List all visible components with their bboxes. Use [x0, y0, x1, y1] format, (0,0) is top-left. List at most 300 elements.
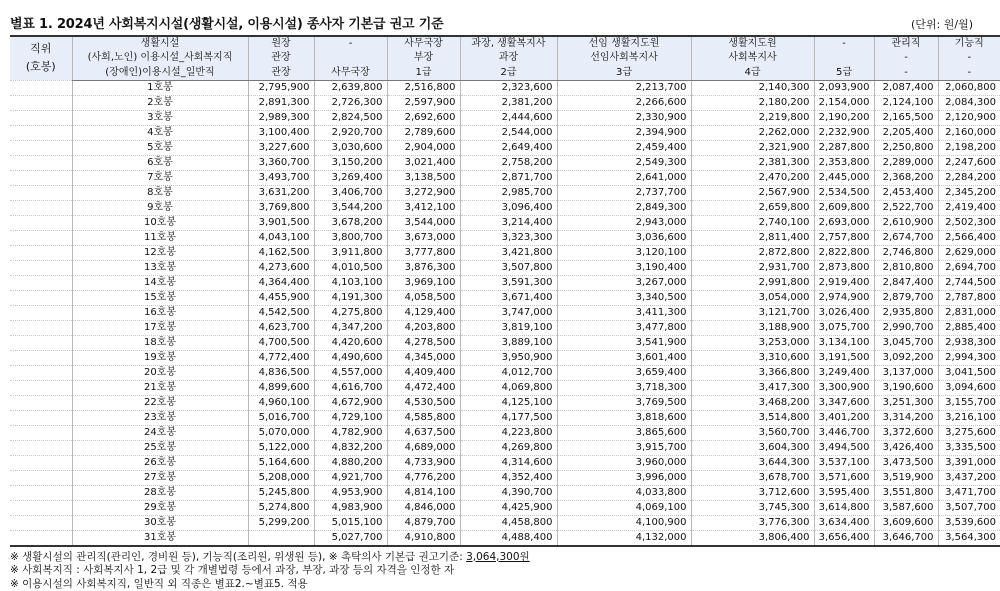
- salary-cell: 5,027,700: [314, 530, 387, 546]
- salary-cell: 4,921,700: [314, 470, 387, 485]
- salary-cell: 3,564,300: [938, 530, 1000, 546]
- salary-cell: 2,154,000: [814, 95, 874, 110]
- salary-cell: 2,165,500: [874, 110, 938, 125]
- salary-cell: 3,712,600: [691, 485, 814, 500]
- header-row-1: [10, 36, 1000, 51]
- salary-cell: 2,444,600: [460, 110, 557, 125]
- salary-cell: 4,542,500: [248, 305, 314, 320]
- salary-cell: 4,345,000: [387, 350, 460, 365]
- step-cell: 23호봉: [72, 410, 248, 425]
- salary-cell: 3,190,400: [557, 260, 691, 275]
- salary-cell: 3,539,600: [938, 515, 1000, 530]
- footnote-1-text: ※ 생활시설의 관리직(관리인, 경비원 등), 기능직(조리원, 위생원 등), ※ 촉탁의사 기본급 권고기준:: [10, 550, 467, 563]
- step-cell: 4호봉: [72, 125, 248, 140]
- footnote-1-amount: 3,064,300원: [466, 550, 530, 563]
- salary-cell: 4,069,800: [460, 380, 557, 395]
- col-header-3-3: 1급: [387, 66, 460, 81]
- row-spacer-cell: [10, 230, 72, 245]
- footnotes: [10, 551, 975, 591]
- table-row: [10, 125, 1000, 140]
- salary-cell: 2,674,700: [874, 230, 938, 245]
- salary-cell: 3,776,300: [691, 515, 814, 530]
- salary-cell: 2,641,000: [557, 170, 691, 185]
- salary-cell: 3,537,100: [814, 455, 874, 470]
- table-row: [10, 140, 1000, 155]
- row-spacer-cell: [10, 155, 72, 170]
- salary-cell: 3,747,000: [460, 305, 557, 320]
- salary-cell: 4,425,900: [460, 500, 557, 515]
- salary-cell: 3,514,800: [691, 410, 814, 425]
- row-spacer-cell: [10, 395, 72, 410]
- salary-cell: 2,974,900: [814, 290, 874, 305]
- col-header-5-3: 3급: [557, 66, 691, 81]
- salary-cell: 4,347,200: [314, 320, 387, 335]
- salary-cell: 3,818,600: [557, 410, 691, 425]
- step-cell: 15호봉: [72, 290, 248, 305]
- salary-cell: 3,601,400: [557, 350, 691, 365]
- step-cell: 21호봉: [72, 380, 248, 395]
- salary-cell: 4,953,900: [314, 485, 387, 500]
- salary-cell: 3,426,400: [874, 440, 938, 455]
- salary-cell: 3,595,400: [814, 485, 874, 500]
- salary-cell: 4,910,800: [387, 530, 460, 546]
- step-cell: 22호봉: [72, 395, 248, 410]
- salary-cell: 4,836,500: [248, 365, 314, 380]
- salary-cell: 4,983,900: [314, 500, 387, 515]
- step-cell: 19호봉: [72, 350, 248, 365]
- row-spacer-cell: [10, 215, 72, 230]
- footnote-3: ※ 이용시설의 사회복지직, 일반직 외 직종은 별표2.~별표5. 적용: [10, 577, 308, 590]
- salary-cell: 2,368,200: [874, 170, 938, 185]
- document-title: 별표 1. 2024년 사회복지시설(생활시설, 이용시설) 종사자 기본급 권고 기준: [10, 17, 444, 32]
- salary-cell: 4,278,500: [387, 335, 460, 350]
- salary-cell: 3,591,300: [460, 275, 557, 290]
- row-spacer-cell: [10, 95, 72, 110]
- salary-cell: 2,345,200: [938, 185, 1000, 200]
- salary-cell: 3,026,400: [814, 305, 874, 320]
- salary-cell: 3,477,800: [557, 320, 691, 335]
- step-cell: 9호봉: [72, 200, 248, 215]
- salary-cell: 4,458,800: [460, 515, 557, 530]
- col-header-4-2: 과장: [460, 51, 557, 66]
- salary-cell: 3,347,600: [814, 395, 874, 410]
- salary-cell: 3,614,800: [814, 500, 874, 515]
- salary-cell: 3,673,000: [387, 230, 460, 245]
- salary-cell: 3,155,700: [938, 395, 1000, 410]
- col-header-2-3: 사무국장: [314, 66, 387, 81]
- salary-cell: 3,819,100: [460, 320, 557, 335]
- col-header-1-2: 관장: [248, 51, 314, 66]
- row-spacer-cell: [10, 320, 72, 335]
- salary-cell: 3,745,300: [691, 500, 814, 515]
- step-cell: 13호봉: [72, 260, 248, 275]
- salary-cell: 4,043,100: [248, 230, 314, 245]
- title-row: [10, 8, 975, 32]
- salary-cell: 3,300,900: [814, 380, 874, 395]
- salary-cell: 5,299,200: [248, 515, 314, 530]
- salary-cell: 4,033,800: [557, 485, 691, 500]
- row-spacer-cell: [10, 275, 72, 290]
- row-spacer-cell: [10, 110, 72, 125]
- salary-cell: 4,390,700: [460, 485, 557, 500]
- salary-cell: 3,437,200: [938, 470, 1000, 485]
- step-cell: 1호봉: [72, 80, 248, 95]
- salary-cell: 2,445,000: [814, 170, 874, 185]
- salary-cell: 3,251,300: [874, 395, 938, 410]
- salary-cell: 4,879,700: [387, 515, 460, 530]
- salary-cell: 3,571,600: [814, 470, 874, 485]
- salary-cell: 3,876,300: [387, 260, 460, 275]
- salary-cell: 4,069,100: [557, 500, 691, 515]
- salary-cell: 2,250,800: [874, 140, 938, 155]
- salary-cell: 4,490,600: [314, 350, 387, 365]
- salary-cell: 3,678,700: [691, 470, 814, 485]
- salary-cell: 4,557,000: [314, 365, 387, 380]
- step-cell: 10호봉: [72, 215, 248, 230]
- salary-cell: 3,493,700: [248, 170, 314, 185]
- salary-cell: 4,880,200: [314, 455, 387, 470]
- salary-cell: 3,644,300: [691, 455, 814, 470]
- salary-cell: 3,121,700: [691, 305, 814, 320]
- salary-cell: 3,096,400: [460, 200, 557, 215]
- salary-cell: 3,646,700: [874, 530, 938, 546]
- salary-cell: 2,323,600: [460, 80, 557, 95]
- salary-cell: 2,330,900: [557, 110, 691, 125]
- col-header-4-1: 과장, 생활복지사: [460, 36, 557, 51]
- salary-cell: 2,822,800: [814, 245, 874, 260]
- salary-cell: 3,253,000: [691, 335, 814, 350]
- salary-cell: 4,223,800: [460, 425, 557, 440]
- col-header-9-1: 기능직: [938, 36, 1000, 51]
- salary-cell: 3,507,800: [460, 260, 557, 275]
- step-cell: 12호봉: [72, 245, 248, 260]
- salary-cell: 3,134,100: [814, 335, 874, 350]
- salary-cell: 3,656,400: [814, 530, 874, 546]
- salary-cell: 4,960,100: [248, 395, 314, 410]
- salary-cell: 2,694,700: [938, 260, 1000, 275]
- table-row: [10, 275, 1000, 290]
- salary-cell: 3,950,900: [460, 350, 557, 365]
- salary-cell: 2,219,800: [691, 110, 814, 125]
- salary-cell: 2,985,700: [460, 185, 557, 200]
- salary-cell: 3,544,200: [314, 200, 387, 215]
- salary-cell: 3,777,800: [387, 245, 460, 260]
- col-header-7-3: 5급: [814, 66, 874, 81]
- table-row: [10, 530, 1000, 546]
- salary-cell: 3,417,300: [691, 380, 814, 395]
- row-spacer-cell: [10, 500, 72, 515]
- salary-cell: 3,269,400: [314, 170, 387, 185]
- salary-cell: 3,969,100: [387, 275, 460, 290]
- row-spacer-cell: [10, 485, 72, 500]
- salary-cell: 3,769,500: [557, 395, 691, 410]
- table-row: [10, 305, 1000, 320]
- table-row: [10, 350, 1000, 365]
- salary-cell: 4,776,200: [387, 470, 460, 485]
- salary-cell: 2,470,200: [691, 170, 814, 185]
- step-cell: 26호봉: [72, 455, 248, 470]
- salary-cell: 4,420,600: [314, 335, 387, 350]
- salary-cell: 2,321,900: [691, 140, 814, 155]
- row-spacer-cell: [10, 80, 72, 95]
- salary-cell: 2,289,000: [874, 155, 938, 170]
- salary-cell: 4,100,900: [557, 515, 691, 530]
- salary-cell: 3,036,600: [557, 230, 691, 245]
- salary-cell: 3,021,400: [387, 155, 460, 170]
- salary-cell: 2,534,500: [814, 185, 874, 200]
- salary-cell: 2,872,800: [691, 245, 814, 260]
- col-header-9-3: -: [938, 66, 1000, 81]
- footnote-1: [10, 551, 975, 565]
- salary-cell: 4,729,100: [314, 410, 387, 425]
- salary-cell: 2,831,000: [938, 305, 1000, 320]
- salary-cell: 3,901,500: [248, 215, 314, 230]
- table-row: [10, 230, 1000, 245]
- salary-cell: 2,502,300: [938, 215, 1000, 230]
- salary-cell: 3,335,500: [938, 440, 1000, 455]
- salary-cell: 5,208,000: [248, 470, 314, 485]
- row-spacer-cell: [10, 200, 72, 215]
- salary-cell: 4,772,400: [248, 350, 314, 365]
- step-cell: 6호봉: [72, 155, 248, 170]
- salary-cell: 4,623,700: [248, 320, 314, 335]
- step-cell: 5호봉: [72, 140, 248, 155]
- salary-cell: 3,634,400: [814, 515, 874, 530]
- row-spacer-cell: [10, 455, 72, 470]
- salary-cell: 5,016,700: [248, 410, 314, 425]
- salary-cell: 2,871,700: [460, 170, 557, 185]
- salary-cell: 2,740,100: [691, 215, 814, 230]
- salary-cell: 2,597,900: [387, 95, 460, 110]
- salary-cell: 2,758,200: [460, 155, 557, 170]
- salary-cell: 4,530,500: [387, 395, 460, 410]
- salary-cell: 2,737,700: [557, 185, 691, 200]
- row-spacer-cell: [10, 410, 72, 425]
- salary-cell: 4,273,600: [248, 260, 314, 275]
- salary-cell: 2,610,900: [874, 215, 938, 230]
- table-row: [10, 215, 1000, 230]
- salary-cell: 4,585,800: [387, 410, 460, 425]
- salary-cell: 2,160,000: [938, 125, 1000, 140]
- step-cell: 3호봉: [72, 110, 248, 125]
- salary-cell: 4,177,500: [460, 410, 557, 425]
- salary-cell: 2,920,700: [314, 125, 387, 140]
- salary-cell: 4,058,500: [387, 290, 460, 305]
- salary-cell: 2,639,800: [314, 80, 387, 95]
- col-header-1-1: 원장: [248, 36, 314, 51]
- row-spacer-cell: [10, 350, 72, 365]
- salary-cell: 3,138,500: [387, 170, 460, 185]
- salary-cell: 4,689,000: [387, 440, 460, 455]
- salary-cell: 3,094,600: [938, 380, 1000, 395]
- table-row: [10, 200, 1000, 215]
- salary-cell: 3,800,700: [314, 230, 387, 245]
- col-header-8-1: 관리직: [874, 36, 938, 51]
- salary-cell: 2,205,400: [874, 125, 938, 140]
- salary-cell: 3,412,100: [387, 200, 460, 215]
- salary-cell: 5,164,600: [248, 455, 314, 470]
- salary-cell: 3,366,800: [691, 365, 814, 380]
- salary-cell: 2,198,200: [938, 140, 1000, 155]
- table-row: [10, 380, 1000, 395]
- salary-cell: 3,609,600: [874, 515, 938, 530]
- table-row: [10, 335, 1000, 350]
- salary-cell: 2,659,800: [691, 200, 814, 215]
- salary-cell: 2,381,200: [460, 95, 557, 110]
- salary-cell: 3,045,700: [874, 335, 938, 350]
- salary-cell: 2,140,300: [691, 80, 814, 95]
- table-row: [10, 395, 1000, 410]
- salary-cell: 3,401,200: [814, 410, 874, 425]
- salary-cell: 2,381,300: [691, 155, 814, 170]
- salary-cell: 4,846,000: [387, 500, 460, 515]
- salary-cell: 4,782,900: [314, 425, 387, 440]
- step-cell: 16호봉: [72, 305, 248, 320]
- salary-cell: 2,232,900: [814, 125, 874, 140]
- step-cell: 27호봉: [72, 470, 248, 485]
- col-header-5-1: 선임 생활지도원: [557, 36, 691, 51]
- salary-cell: 4,832,200: [314, 440, 387, 455]
- salary-cell: 2,093,900: [814, 80, 874, 95]
- salary-cell: 3,391,000: [938, 455, 1000, 470]
- salary-cell: [248, 530, 314, 546]
- salary-cell: 3,314,200: [874, 410, 938, 425]
- salary-cell: 3,272,900: [387, 185, 460, 200]
- table-row: [10, 260, 1000, 275]
- salary-table: [10, 35, 1000, 547]
- salary-cell: 3,054,000: [691, 290, 814, 305]
- col-header-2-1: -: [314, 36, 387, 51]
- row-spacer-cell: [10, 470, 72, 485]
- salary-cell: 3,915,700: [557, 440, 691, 455]
- salary-cell: 2,811,400: [691, 230, 814, 245]
- footnote-2: ※ 사회복지직 : 사회복지사 1, 2급 및 각 개별법령 등에서 과장, 부장, 과장 등의 자격을 인정한 자: [10, 564, 455, 577]
- salary-cell: 4,899,600: [248, 380, 314, 395]
- col-header-4-3: 2급: [460, 66, 557, 81]
- salary-cell: 3,678,200: [314, 215, 387, 230]
- salary-cell: 2,087,400: [874, 80, 938, 95]
- salary-cell: 5,015,100: [314, 515, 387, 530]
- row-spacer-cell: [10, 530, 72, 546]
- salary-cell: 2,522,700: [874, 200, 938, 215]
- salary-cell: 3,030,600: [314, 140, 387, 155]
- table-row: [10, 185, 1000, 200]
- salary-cell: 3,718,300: [557, 380, 691, 395]
- row-spacer-cell: [10, 170, 72, 185]
- salary-cell: 3,372,600: [874, 425, 938, 440]
- salary-cell: 2,190,200: [814, 110, 874, 125]
- col-header-6-3: 4급: [691, 66, 814, 81]
- salary-cell: 2,453,400: [874, 185, 938, 200]
- col-header-2-2: [314, 51, 387, 66]
- row-spacer-cell: [10, 185, 72, 200]
- salary-cell: 3,406,700: [314, 185, 387, 200]
- salary-cell: 2,419,400: [938, 200, 1000, 215]
- header-row-3: [10, 66, 1000, 81]
- table-row: [10, 290, 1000, 305]
- salary-cell: 4,455,900: [248, 290, 314, 305]
- salary-cell: 2,060,800: [938, 80, 1000, 95]
- salary-cell: 3,519,900: [874, 470, 938, 485]
- salary-cell: 3,911,800: [314, 245, 387, 260]
- table-row: [10, 485, 1000, 500]
- salary-cell: 4,364,400: [248, 275, 314, 290]
- step-cell: 11호봉: [72, 230, 248, 245]
- salary-cell: 2,726,300: [314, 95, 387, 110]
- row-spacer-cell: [10, 515, 72, 530]
- col-header-6-1: 생활지도원: [691, 36, 814, 51]
- salary-cell: 2,891,300: [248, 95, 314, 110]
- salary-cell: 3,041,500: [938, 365, 1000, 380]
- col-header-9-2: -: [938, 51, 1000, 66]
- salary-cell: 3,421,800: [460, 245, 557, 260]
- salary-cell: 2,549,300: [557, 155, 691, 170]
- row-spacer-cell: [10, 440, 72, 455]
- salary-cell: 2,757,800: [814, 230, 874, 245]
- table-row: [10, 95, 1000, 110]
- salary-cell: 2,935,800: [874, 305, 938, 320]
- salary-cell: 2,904,000: [387, 140, 460, 155]
- table-row: [10, 410, 1000, 425]
- table-row: [10, 80, 1000, 95]
- salary-cell: 2,394,900: [557, 125, 691, 140]
- table-row: [10, 155, 1000, 170]
- row-spacer-cell: [10, 380, 72, 395]
- salary-cell: 3,075,700: [814, 320, 874, 335]
- salary-cell: 3,137,000: [874, 365, 938, 380]
- salary-cell: 5,070,000: [248, 425, 314, 440]
- table-row: [10, 515, 1000, 530]
- salary-cell: 2,544,000: [460, 125, 557, 140]
- salary-cell: 4,203,800: [387, 320, 460, 335]
- salary-cell: 2,649,400: [460, 140, 557, 155]
- salary-cell: 3,310,600: [691, 350, 814, 365]
- salary-cell: 2,885,400: [938, 320, 1000, 335]
- salary-cell: 2,847,400: [874, 275, 938, 290]
- table-row: [10, 500, 1000, 515]
- step-cell: 30호봉: [72, 515, 248, 530]
- salary-cell: 4,733,900: [387, 455, 460, 470]
- col-header-8-3: -: [874, 66, 938, 81]
- row-spacer-cell: [10, 245, 72, 260]
- salary-cell: 3,446,700: [814, 425, 874, 440]
- salary-cell: 3,587,600: [874, 500, 938, 515]
- salary-cell: 3,631,200: [248, 185, 314, 200]
- salary-cell: 3,473,500: [874, 455, 938, 470]
- salary-cell: 2,879,700: [874, 290, 938, 305]
- salary-cell: 3,190,600: [874, 380, 938, 395]
- table-row: [10, 440, 1000, 455]
- salary-cell: 4,488,400: [460, 530, 557, 546]
- salary-cell: 4,012,700: [460, 365, 557, 380]
- salary-cell: 2,943,000: [557, 215, 691, 230]
- salary-cell: 2,566,400: [938, 230, 1000, 245]
- salary-cell: 2,931,700: [691, 260, 814, 275]
- salary-cell: 3,188,900: [691, 320, 814, 335]
- salary-cell: 2,609,800: [814, 200, 874, 215]
- rank-header-sub: (호봉): [25, 60, 56, 74]
- col-header-6-2: 사회복지사: [691, 51, 814, 66]
- salary-cell: 3,544,000: [387, 215, 460, 230]
- salary-cell: 4,409,400: [387, 365, 460, 380]
- table-row: [10, 365, 1000, 380]
- table-body: [10, 80, 1000, 546]
- step-cell: 14호봉: [72, 275, 248, 290]
- salary-cell: 2,213,700: [557, 80, 691, 95]
- salary-cell: 2,353,800: [814, 155, 874, 170]
- salary-cell: 3,468,200: [691, 395, 814, 410]
- salary-cell: 2,693,000: [814, 215, 874, 230]
